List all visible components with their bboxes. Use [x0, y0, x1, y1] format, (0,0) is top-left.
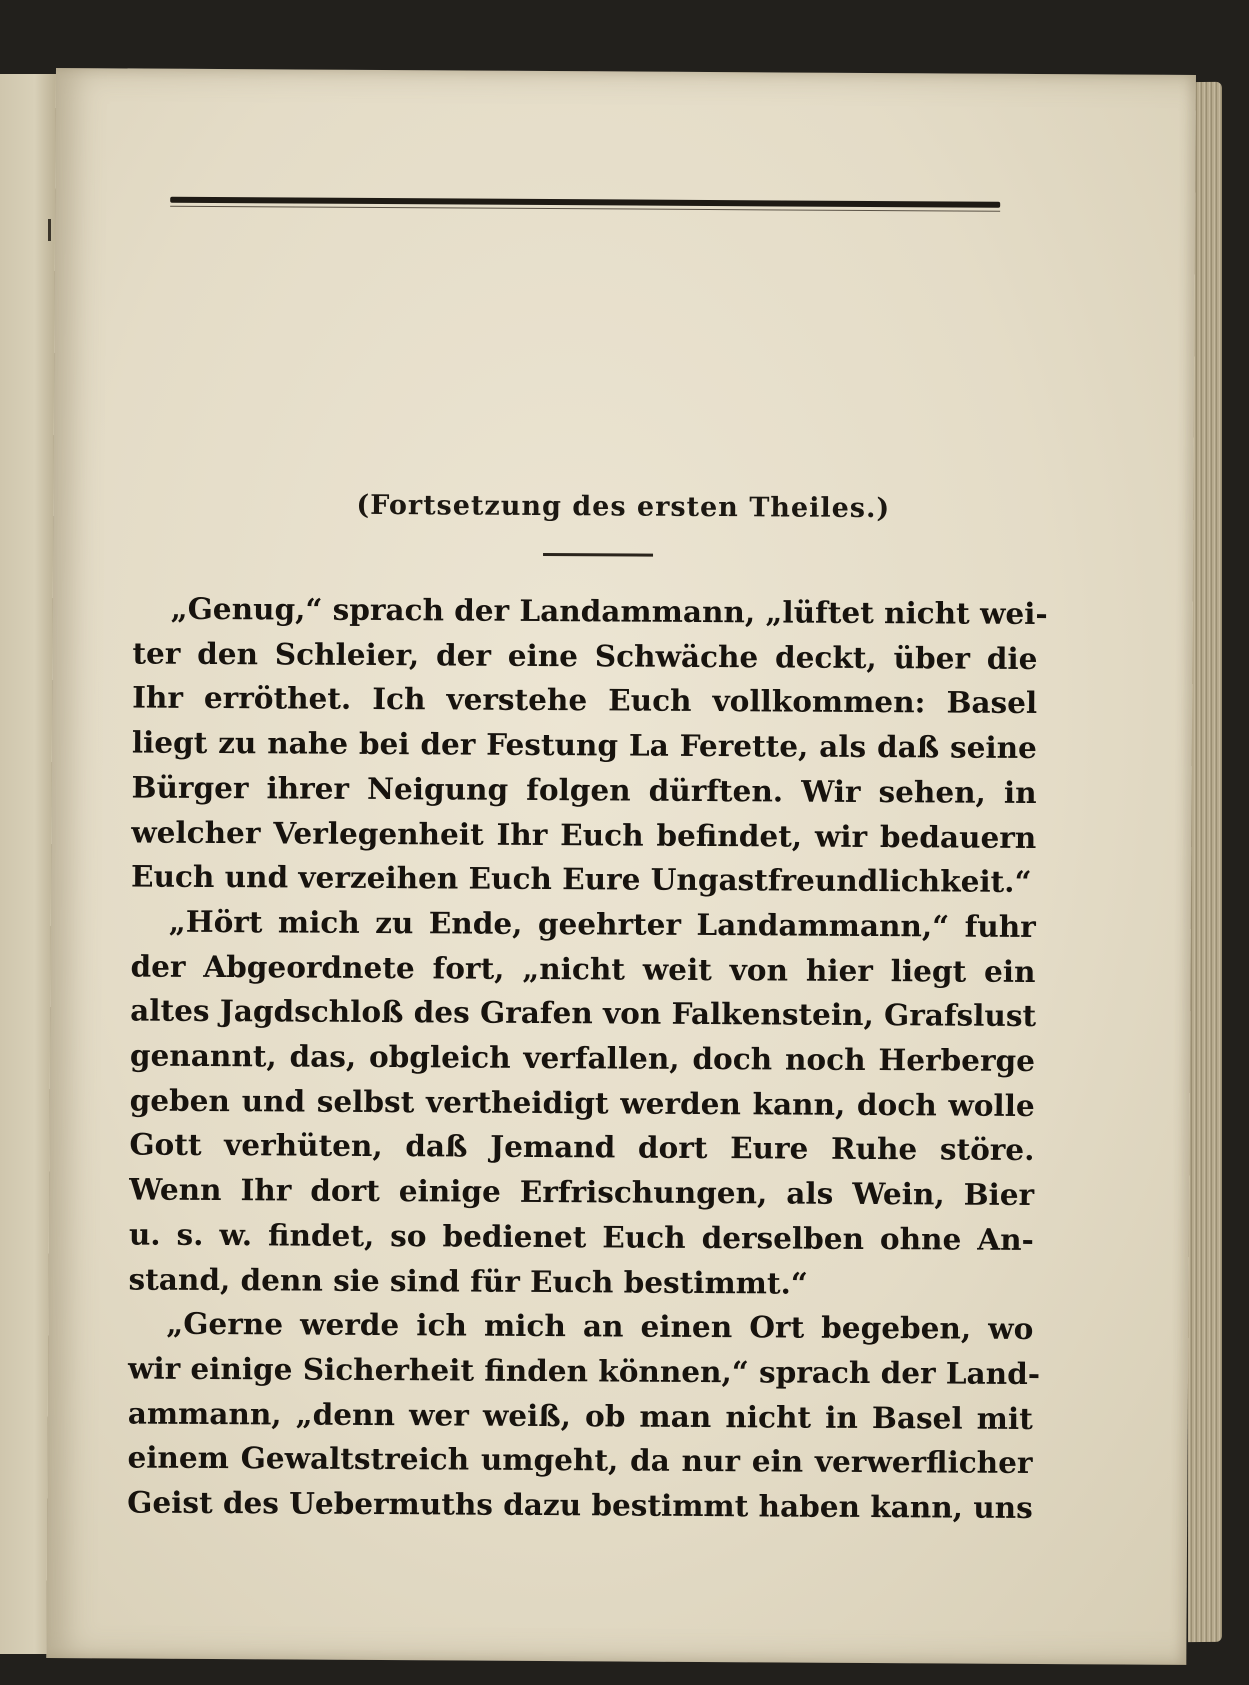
left-page-mark — [48, 219, 51, 241]
text-line: wir einige Sicherheit finden können,“ sprach der Land- — [127, 1350, 1041, 1391]
text-line: altes Jagdschloß des Grafen von Falkenstein, Grafslust — [130, 992, 1037, 1034]
text-line: „Gerne werde ich mich an einen Ort begeben, wo — [166, 1305, 1034, 1347]
text-line: Geist des Uebermuths dazu bestimmt haben kann, uns — [127, 1484, 1033, 1526]
text-line: „Hört mich zu Ende, geehrter Landammann,“ fuhr — [168, 903, 1036, 944]
body-text — [127, 586, 1048, 1530]
text-line: genannt, das, obgleich verfallen, doch noch Herberge — [129, 1037, 1036, 1079]
text-line: Gott verhüten, daß Jemand dort Eure Ruhe störe. — [129, 1126, 1035, 1168]
text-line: ammann, „denn wer weiß, ob man nicht in Basel mit — [127, 1395, 1033, 1436]
text-line: welcher Verlegenheit Ihr Euch befindet, wir bedauern — [131, 813, 1037, 855]
text-line: Wenn Ihr dort einige Erfrischungen, als Wein, Bier — [129, 1171, 1035, 1213]
paragraph-1 — [130, 586, 1048, 904]
book-spread — [0, 62, 1222, 1685]
heading-rule — [543, 553, 653, 557]
paragraph-3 — [127, 1302, 1041, 1531]
book-page — [46, 68, 1196, 1665]
text-line: der Abgeordnete fort, „nicht weit von hier liegt ein — [130, 948, 1036, 989]
text-line: liegt zu nahe bei der Festung La Ferette, als daß seine — [131, 724, 1037, 766]
text-line: Ihr erröthet. Ich verstehe Euch vollkommen: Basel — [132, 679, 1038, 721]
paragraph-2 — [128, 899, 1035, 1307]
text-line: geben und selbst vertheidigt werden kann, doch wolle — [129, 1082, 1035, 1123]
text-line: u. s. w. findet, so bedienet Euch derselben ohne An- — [128, 1216, 1034, 1257]
text-line: Euch und verzeihen Euch Eure Ungastfreundlichkeit.“ — [130, 858, 1032, 900]
text-line: ter den Schleier, der eine Schwäche deckt, über die — [132, 635, 1038, 676]
section-heading: (Fortsetzung des ersten Theiles.) — [356, 489, 891, 525]
text-line: einem Gewaltstreich umgeht, da nur ein verwerflicher — [127, 1439, 1033, 1481]
text-line: „Genug,“ sprach der Landammann, „lüftet nicht wei- — [170, 590, 1048, 632]
text-line: Bürger ihrer Neigung folgen dürften. Wir sehen, in — [131, 769, 1037, 810]
text-line: stand, denn sie sind für Euch bestimmt.“ — [128, 1261, 808, 1301]
